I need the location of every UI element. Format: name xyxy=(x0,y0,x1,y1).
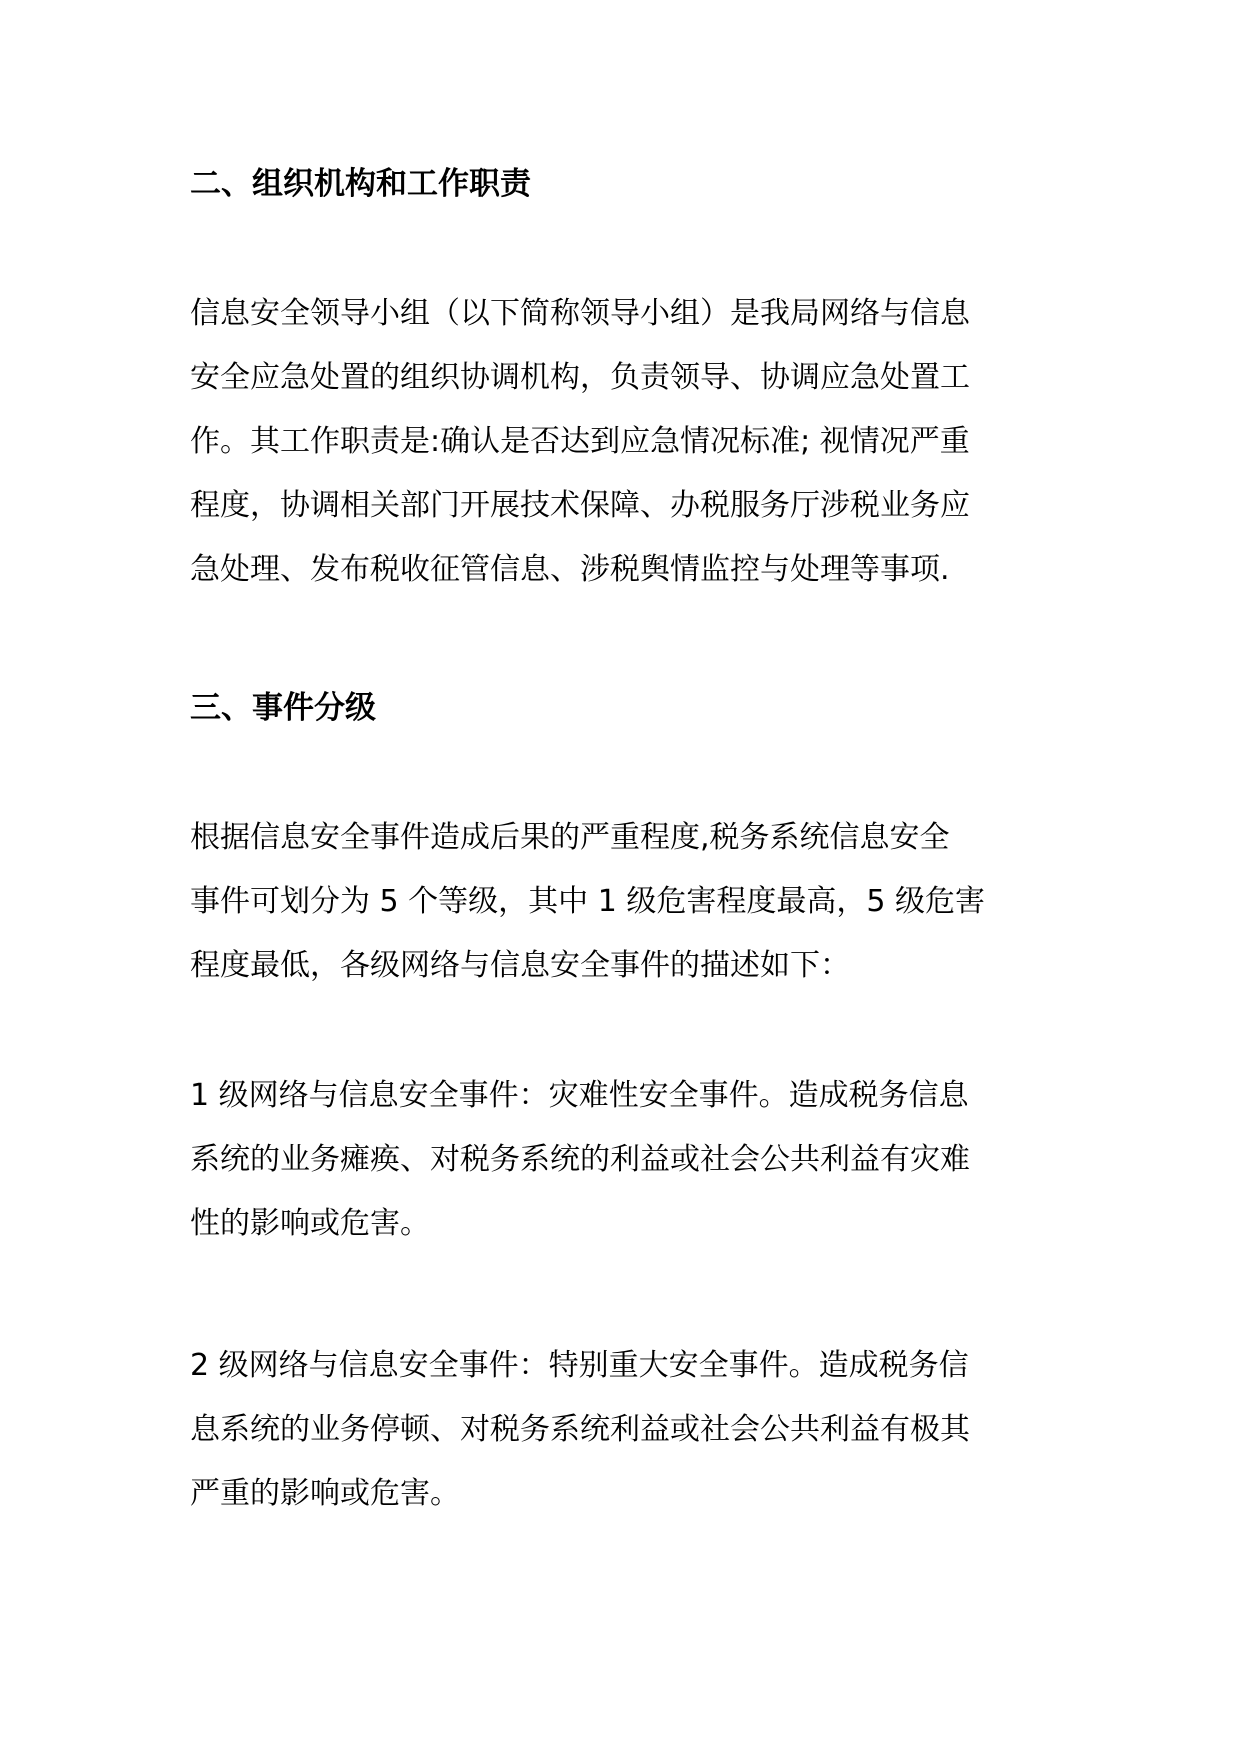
paragraph-line: 安全应急处置的组织协调机构，负责领导、协调应急处置工 xyxy=(190,360,970,395)
paragraph-line: 2 级网络与信息安全事件：特别重大安全事件。造成税务信 xyxy=(190,1348,969,1383)
paragraph-line: 性的影响或危害。 xyxy=(190,1206,430,1241)
paragraph-line: 程度，协调相关部门开展技术保障、办税服务厅涉税业务应 xyxy=(190,488,970,523)
classification-intro-paragraph xyxy=(190,806,1058,998)
section-heading-organization: 二、组织机构和工作职责 xyxy=(190,166,531,202)
paragraph-line: 程度最低，各级网络与信息安全事件的描述如下： xyxy=(190,948,850,983)
section-heading-event-classification: 三、事件分级 xyxy=(190,690,376,726)
paragraph-line: 严重的影响或危害。 xyxy=(190,1476,460,1511)
paragraph-line: 根据信息安全事件造成后果的严重程度,税务系统信息安全 xyxy=(190,820,950,855)
level-1-event-paragraph xyxy=(190,1064,1058,1256)
paragraph-line: 事件可划分为 5 个等级，其中 1 级危害程度最高，5 级危害 xyxy=(190,884,985,919)
paragraph-line: 系统的业务瘫痪、对税务系统的利益或社会公共利益有灾难 xyxy=(190,1142,970,1177)
paragraph-line: 1 级网络与信息安全事件：灾难性安全事件。造成税务信息 xyxy=(190,1078,969,1113)
paragraph-line: 作。其工作职责是:确认是否达到应急情况标准; 视情况严重 xyxy=(190,424,970,459)
paragraph-line: 息系统的业务停顿、对税务系统利益或社会公共利益有极其 xyxy=(190,1412,970,1447)
organization-duties-paragraph xyxy=(190,282,1058,602)
level-2-event-paragraph xyxy=(190,1334,1058,1526)
paragraph-line: 信息安全领导小组（以下简称领导小组）是我局网络与信息 xyxy=(190,296,970,331)
paragraph-line: 急处理、发布税收征管信息、涉税舆情监控与处理等事项. xyxy=(190,552,950,587)
